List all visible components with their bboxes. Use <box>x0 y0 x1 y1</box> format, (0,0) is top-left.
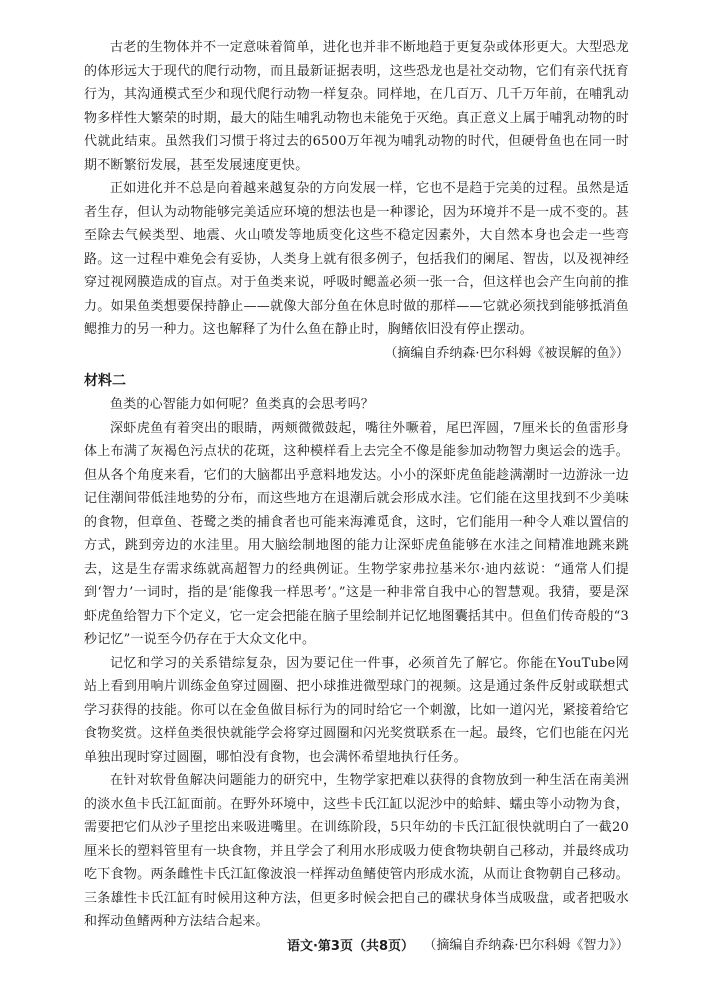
page-footer: 语文·第3页（共8页） <box>286 939 415 954</box>
material2-source: （摘编自乔纳森·巴尔科姆《智力》） <box>423 937 629 953</box>
material1-paragraph-2: 正如进化并不总是向着越来越复杂的方向发展一样，它也不是趋于完美的过程。虽然是适者生存，但认为动物能够完美适应环境的想法也是一种谬论，因为环境并不是一成不变的。甚至除去气候类型、地震、火山喷发等地质变化这些不稳定因素外，大自然本身也会走一些弯路。这一过程中难免会有妥协，人类身上就有很多例子，包括我们的阑尾、智齿，以及视神经穿过视网膜造成的盲点。对于鱼类来说，呼吸时鳃盖必须一张一合，但这样也会产生向前的推力。如果鱼类想要保持静止——就像大部分鱼在休息时做的那样——它就必须找到能够抵消鱼鳃推力的另一种力。这也解释了为什么鱼在静止时，胸鳍依旧没有停止摆动。 <box>84 181 629 337</box>
material1-paragraph-1: 古老的生物体并不一定意味着简单，进化也并非不断地趋于更复杂或体形更大。大型恐龙的体形远大于现代的爬行动物，而且最新证据表明，这些恐龙也是社交动物，它们有亲代抚育行为，其沟通模式至少和现代爬行动物一样复杂。同样地，在几百万、几千万年前，在哺乳动物多样性大繁荣的时期，最大的陆生哺乳动物也未能免于灭绝。真正意义上属于哺乳动物的时代就此结束。虽然我们习惯于将过去的6500万年视为哺乳动物的时代，但硬骨鱼也在同一时期不断繁衍发展，甚至发展速度更快。 <box>84 40 629 173</box>
material2-title: 材料二 <box>84 373 126 389</box>
material2-paragraph-3: 记忆和学习的关系错综复杂，因为要记住一件事，必须首先了解它。你能在YouTube网站上看到用响片训练金鱼穿过圆圈、把小球推进微型球门的视频。这是通过条件反射或联想式学习获得的技能。你可以在金鱼做目标行为的同时给它一个刺激，比如一道闪光，紧接着给它食物奖赏。这样鱼类很快就能学会将穿过圆圈和闪光奖赏联系在一起。最终，它们也能在闪光单独出现时穿过圆圈，哪怕没有食物，也会满怀希望地执行任务。 <box>84 655 629 765</box>
material2-paragraph-4: 在针对软骨鱼解决问题能力的研究中，生物学家把难以获得的食物放到一种生活在南美洲的淡水鱼卡氏江缸面前。在野外环境中，这些卡氏江缸以泥沙中的蛤蚌、蠕虫等小动物为食，需要把它们从沙子里挖出来吸进嘴里。在训练阶段，5只年幼的卡氏江缸很快就明白了一截20厘米长的塑料管里有一块食物，并且学会了利用水形成吸力使食物块朝自己移动，并最终成功吃下食物。两条雌性卡氏江缸像波浪一样挥动鱼鳍使管内形成水流，从而让食物朝自己移动。三条雄性卡氏江缸有时候用这种方法，但更多时候会把自己的碟状身体当成吸盘，或者把吸水和挥动鱼鳍两种方法结合起来。 <box>84 773 629 929</box>
material1-source: （摘编自乔纳森·巴尔科姆《被误解的鱼》） <box>384 345 629 361</box>
material2-paragraph-1: 鱼类的心智能力如何呢？鱼类真的会思考吗？ <box>110 397 375 412</box>
material2-paragraph-2: 深虾虎鱼有着突出的眼睛，两颊微微鼓起，嘴往外噘着，尾巴浑圆，7厘米长的鱼雷形身体上布满了灰褐色污点状的花斑，这种模样看上去完全不像是能参加动物智力奥运会的选手。但从各个角度来看，它们的大脑都出乎意料地发达。小小的深虾虎鱼能趁满潮时一边游泳一边记住潮间带低洼地势的分布，而这些地方在退潮后就会形成水洼。它们能在这里找到不少美味的食物，但章鱼、苍鹭之类的捕食者也可能来海滩觅食，这时，它们能用一种令人难以置信的方式，跳到旁边的水洼里。用大脑绘制地图的能力让深虾虎鱼能够在水洼之间精准地跳来跳去，这是生存需求练就高超智力的经典例证。生物学家弗拉基米尔·迪内兹说：“通常人们提到‘智力’一词时，指的是‘能像我一样思考’。”这是一种非常自我中心的智慧观。我猜，要是深虾虎鱼给智力下个定义，它一定会把能在脑子里绘制并记忆地图囊括其中。但鱼们传奇般的“3秒记忆”一说至今仍存在于大众文化中。 <box>84 420 629 647</box>
page-body <box>84 36 629 957</box>
